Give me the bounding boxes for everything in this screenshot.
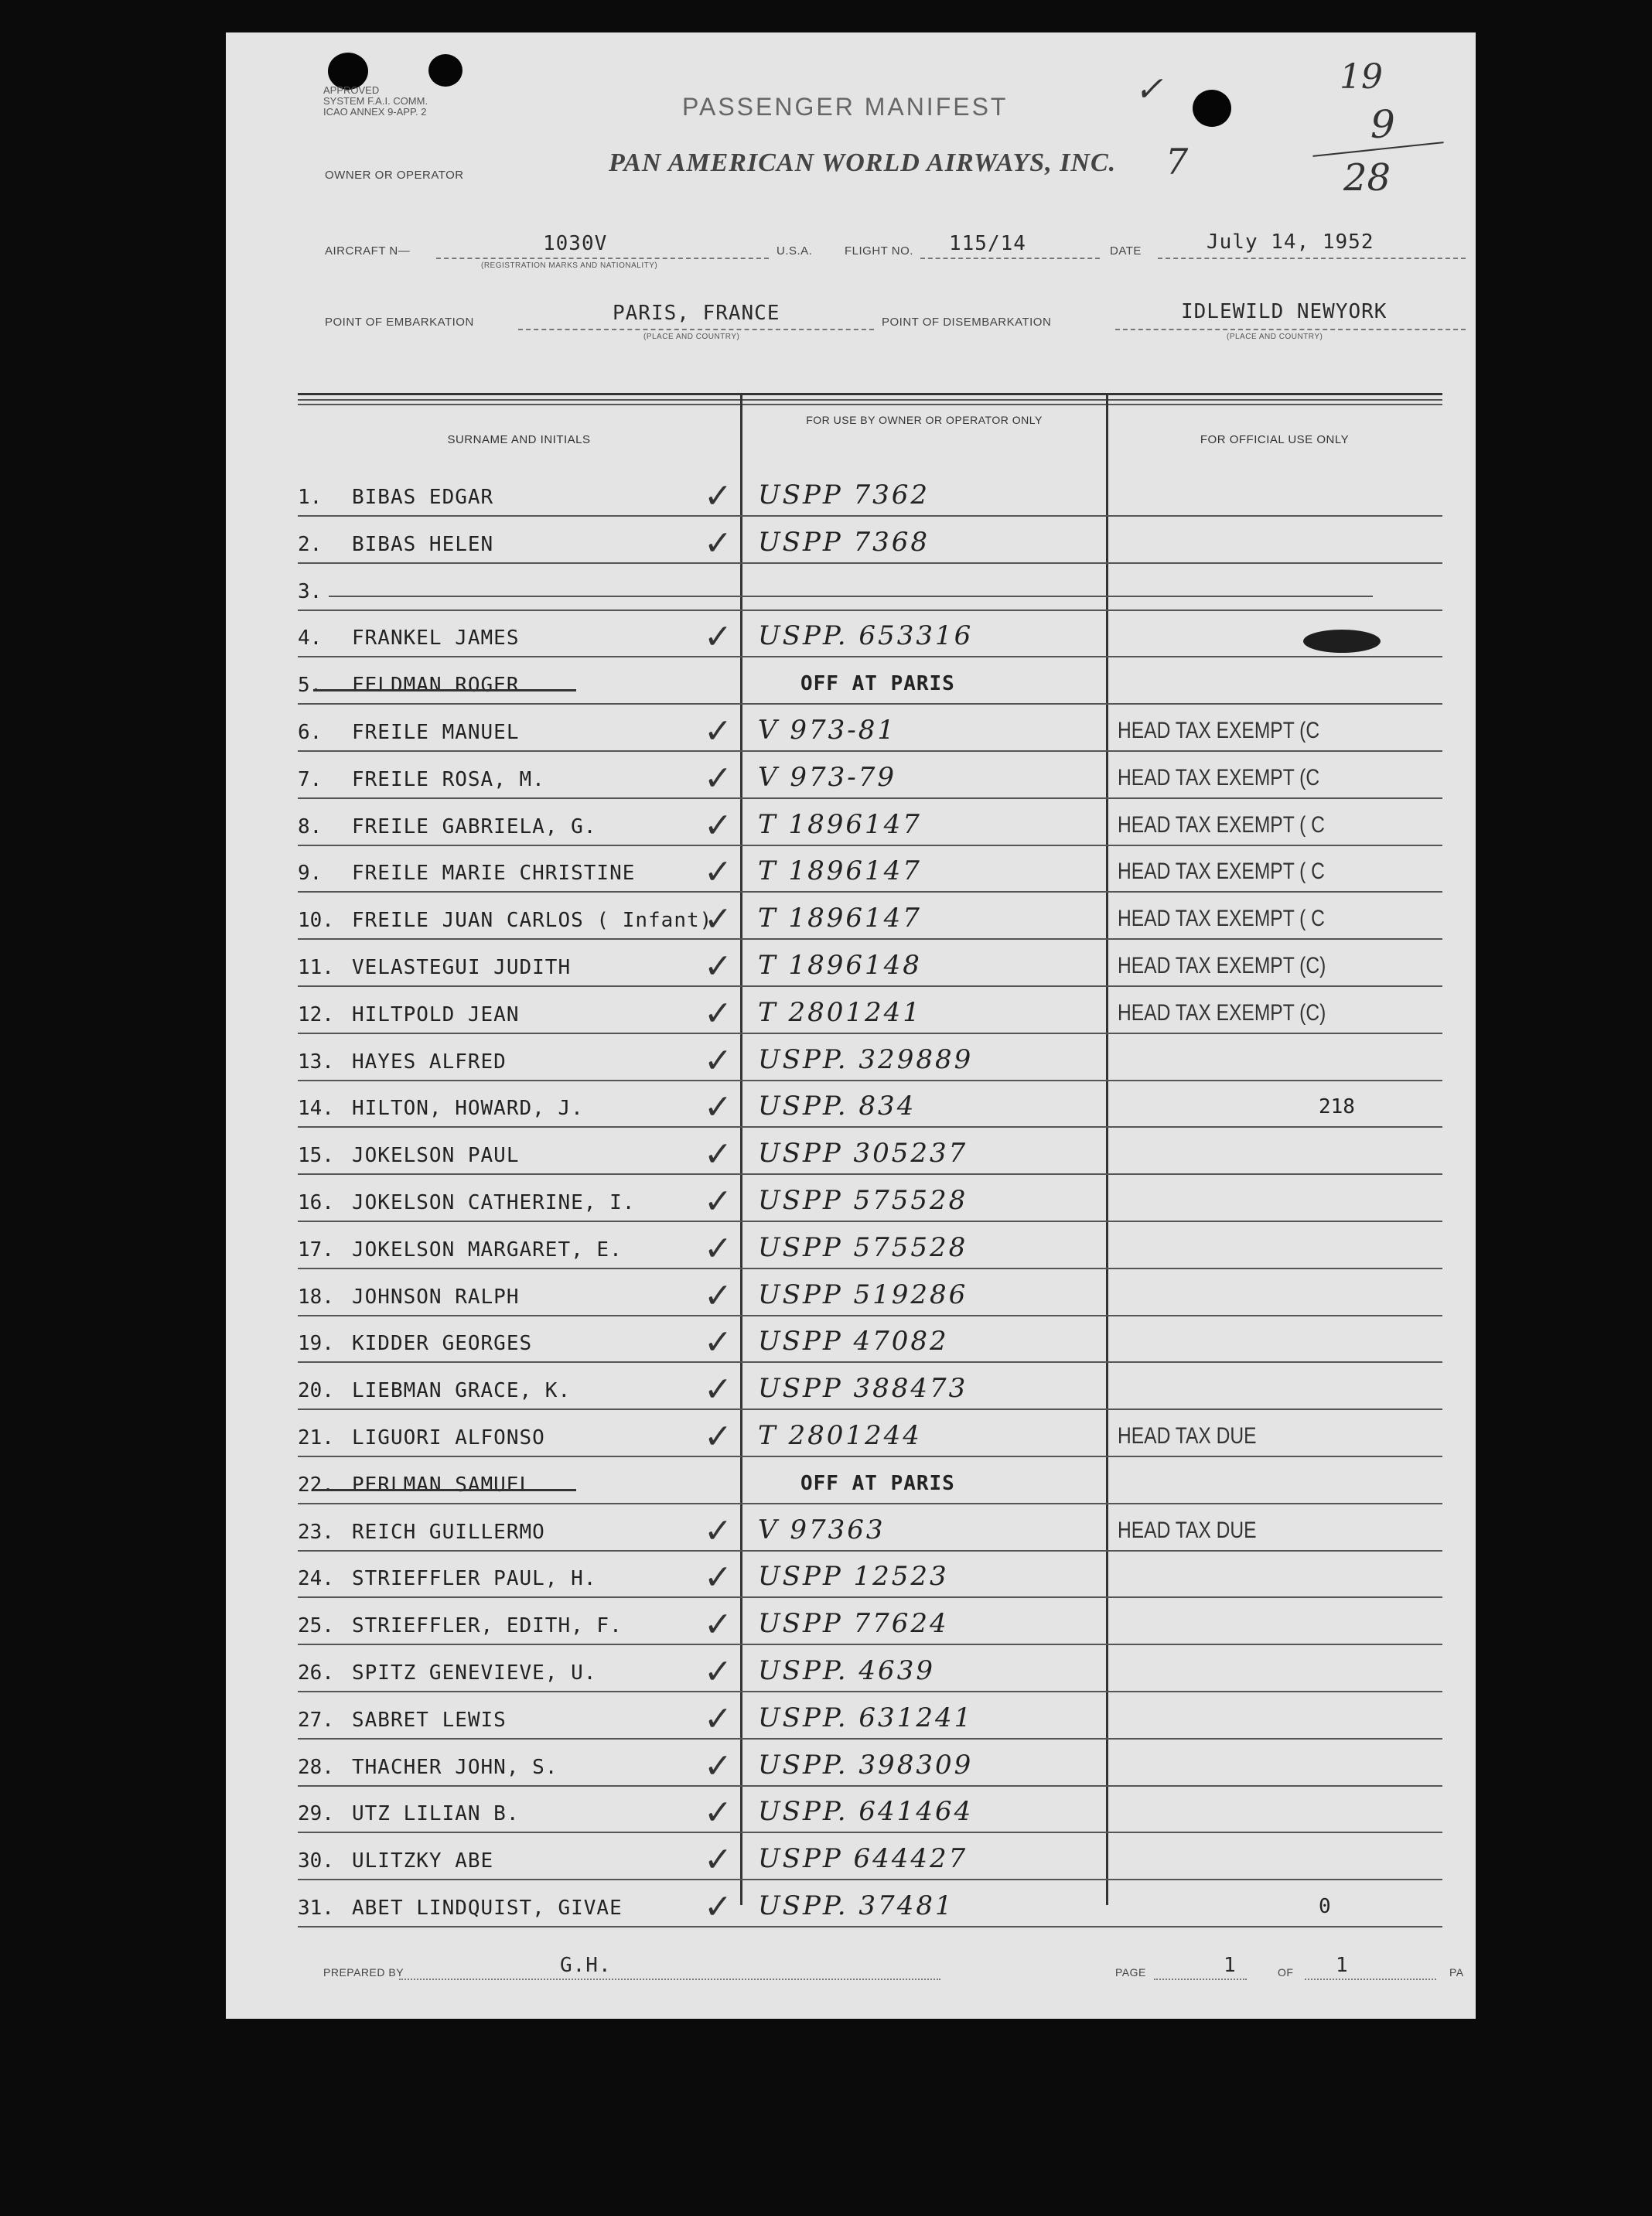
handwritten-check-mark: ✓ [1135, 70, 1163, 109]
passenger-name: STRIEFFLER PAUL, H. [352, 1567, 597, 1591]
passport-number: USPP 77624 [758, 1608, 949, 1640]
check-mark: ✓ [704, 1793, 732, 1833]
check-mark: ✓ [704, 1088, 732, 1128]
row-number: 25. [298, 1614, 334, 1638]
passenger-name: JOHNSON RALPH [352, 1285, 520, 1309]
check-mark: ✓ [704, 476, 732, 516]
passenger-name: LIEBMAN GRACE, K. [352, 1379, 572, 1403]
embarkation-sublabel: (PLACE AND COUNTRY) [643, 333, 740, 341]
usa-label: U.S.A. [777, 244, 813, 258]
passenger-name: FREILE MANUEL [352, 721, 520, 744]
passenger-name: FREILE ROSA, M. [352, 767, 545, 791]
check-mark: ✓ [704, 1275, 732, 1316]
official-note: HEAD TAX EXEMPT ( C [1118, 906, 1325, 932]
check-mark: ✓ [704, 617, 732, 657]
passenger-name: STRIEFFLER, EDITH, F. [352, 1614, 623, 1638]
table-row [298, 893, 1442, 940]
table-row [298, 705, 1442, 752]
passport-number: USPP 388473 [758, 1373, 968, 1405]
row-number: 27. [298, 1708, 334, 1732]
table-row [298, 1834, 1442, 1880]
official-code: 218 [1319, 1095, 1355, 1119]
manifest-sheet [226, 32, 1476, 2019]
passenger-table [298, 393, 1442, 1927]
check-mark: ✓ [704, 1417, 732, 1456]
page-number: 1 [1224, 1954, 1237, 1977]
row-number: 3. [298, 579, 323, 603]
column-header-owner-use: FOR USE BY OWNER OR OPERATOR ONLY [806, 414, 1043, 426]
passenger-name: JOKELSON PAUL [352, 1144, 520, 1168]
handwritten-mark: 19 [1340, 57, 1383, 97]
row-number: 22. [298, 1473, 334, 1497]
passenger-name: SPITZ GENEVIEVE, U. [352, 1661, 597, 1685]
row-number: 24. [298, 1567, 334, 1591]
official-code: 0 [1319, 1895, 1331, 1918]
row-number: 1. [298, 486, 323, 509]
disembarkation-place: IDLEWILD NEWYORK [1181, 300, 1387, 323]
handwritten-mark: 9 [1370, 102, 1395, 147]
row-number: 12. [298, 1002, 334, 1026]
table-row [298, 1693, 1442, 1740]
row-number: 18. [298, 1285, 334, 1309]
embarkation-label: POINT OF EMBARKATION [325, 316, 474, 329]
row-number: 30. [298, 1849, 334, 1873]
punch-hole [1193, 90, 1231, 127]
table-row [298, 1176, 1442, 1222]
row-number: 29. [298, 1802, 334, 1826]
passport-number: USPP. 37481 [758, 1890, 954, 1921]
document-title: PASSENGER MANIFEST [682, 93, 1009, 121]
passenger-name: JOKELSON MARGARET, E. [352, 1238, 623, 1262]
aircraft-sublabel: (REGISTRATION MARKS AND NATIONALITY) [481, 261, 658, 270]
passenger-name: PERLMAN SAMUEL [352, 1473, 533, 1497]
row-number: 9. [298, 862, 323, 886]
table-row [298, 1599, 1442, 1645]
row-number: 20. [298, 1379, 334, 1403]
approval-line: SYSTEM F.A.I. COMM. [323, 95, 428, 107]
check-mark: ✓ [704, 1840, 732, 1880]
column-header-official-use: FOR OFFICIAL USE ONLY [1200, 433, 1350, 446]
passport-number: V 973-81 [758, 715, 897, 746]
passenger-name: ABET LINDQUIST, GIVAE [352, 1897, 623, 1920]
row-number: 10. [298, 909, 334, 933]
page-total: 1 [1336, 1954, 1349, 1977]
page-label: PAGE [1115, 1966, 1146, 1979]
passport-number: T 1896147 [758, 808, 922, 840]
strike-through [313, 1489, 576, 1491]
row-number: 21. [298, 1426, 334, 1449]
check-mark: ✓ [704, 805, 732, 845]
passport-number: USPP 305237 [758, 1138, 968, 1169]
row-number: 28. [298, 1755, 334, 1779]
official-note: HEAD TAX EXEMPT ( C [1118, 859, 1325, 885]
passport-number: USPP. 4639 [758, 1655, 935, 1686]
row-number: 5. [298, 674, 323, 698]
flight-number: 115/14 [949, 232, 1026, 255]
passport-number: USPP 47082 [758, 1326, 949, 1357]
table-row [298, 1081, 1442, 1128]
table-row [298, 470, 1442, 517]
table-row [298, 846, 1442, 893]
passenger-name: VELASTEGUI JUDITH [352, 956, 572, 979]
passport-number: USPP 644427 [758, 1843, 968, 1875]
row-number: 14. [298, 1097, 334, 1121]
row-number: 26. [298, 1661, 334, 1685]
owner-label: OWNER OR OPERATOR [325, 169, 464, 182]
passport-number: T 2801241 [758, 996, 922, 1028]
check-mark: ✓ [704, 523, 732, 563]
row-number: 16. [298, 1191, 334, 1214]
disembarkation-sublabel: (PLACE AND COUNTRY) [1227, 333, 1323, 341]
disembarkation-label: POINT OF DISEMBARKATION [882, 316, 1052, 329]
passport-number: USPP. 329889 [758, 1043, 974, 1075]
column-header-surname: SURNAME AND INITIALS [447, 433, 591, 446]
passport-number: T 1896147 [758, 903, 922, 934]
passport-number: V 97363 [758, 1514, 886, 1545]
row-number: 4. [298, 627, 323, 650]
off-at-paris-note: OFF AT PARIS [800, 672, 955, 696]
table-row [298, 941, 1442, 987]
check-mark: ✓ [704, 1040, 732, 1081]
passenger-name: KIDDER GEORGES [352, 1332, 533, 1356]
passenger-name: LIGUORI ALFONSO [352, 1426, 545, 1449]
table-row [298, 988, 1442, 1034]
passport-number: USPP 575528 [758, 1185, 968, 1216]
row-number: 11. [298, 956, 334, 979]
passport-number: USPP. 834 [758, 1091, 916, 1122]
company-name: PAN AMERICAN WORLD AIRWAYS, INC. [609, 149, 1117, 177]
flight-label: FLIGHT NO. [845, 244, 913, 258]
row-number: 31. [298, 1897, 334, 1920]
table-row [298, 1458, 1442, 1504]
official-note: HEAD TAX EXEMPT (C [1118, 718, 1320, 743]
row-number: 15. [298, 1144, 334, 1168]
passport-number: USPP 575528 [758, 1231, 968, 1263]
punch-hole [428, 54, 462, 87]
passenger-name: FELDMAN ROGER [352, 674, 520, 698]
table-row [298, 1646, 1442, 1692]
table-row [298, 1881, 1442, 1927]
passport-number: USPP 7362 [758, 480, 930, 510]
table-row [298, 1364, 1442, 1410]
check-mark: ✓ [704, 1228, 732, 1268]
edge-text: PA [1449, 1966, 1464, 1979]
passport-number: USPP 7368 [758, 526, 930, 558]
passenger-name: BIBAS EDGAR [352, 486, 494, 509]
row-number: 23. [298, 1520, 334, 1544]
check-mark: ✓ [704, 1323, 732, 1363]
table-row [298, 565, 1442, 611]
table-row [298, 1270, 1442, 1316]
check-mark: ✓ [704, 712, 732, 751]
passport-number: USPP. 398309 [758, 1749, 974, 1781]
table-row [298, 1411, 1442, 1457]
approval-line: APPROVED [323, 84, 380, 96]
official-note: HEAD TAX EXEMPT (C) [1118, 953, 1326, 978]
table-row [298, 517, 1442, 564]
strike-through [313, 689, 576, 691]
passenger-name: BIBAS HELEN [352, 532, 494, 556]
row-number: 17. [298, 1238, 334, 1262]
row-number: 7. [298, 767, 323, 791]
official-note: HEAD TAX EXEMPT (C [1118, 764, 1320, 790]
row-number: 2. [298, 532, 323, 556]
check-mark: ✓ [704, 1746, 732, 1786]
passport-number: USPP 519286 [758, 1279, 968, 1310]
passenger-name: UTZ LILIAN B. [352, 1802, 520, 1826]
table-row [298, 753, 1442, 799]
check-mark: ✓ [704, 1558, 732, 1598]
check-mark: ✓ [704, 1887, 732, 1927]
flight-date: July 14, 1952 [1207, 230, 1374, 254]
passenger-name: HILTON, HOWARD, J. [352, 1097, 584, 1121]
passport-number: USPP. 653316 [758, 620, 974, 652]
date-label: DATE [1110, 244, 1142, 258]
table-row [298, 1128, 1442, 1175]
check-mark: ✓ [704, 1605, 732, 1645]
passenger-name: FREILE MARIE CHRISTINE [352, 862, 636, 886]
check-mark: ✓ [704, 758, 732, 798]
table-row [298, 1552, 1442, 1598]
row-number: 19. [298, 1332, 334, 1356]
check-mark: ✓ [704, 1370, 732, 1410]
ink-blot [1303, 630, 1381, 653]
passport-number: USPP 12523 [758, 1561, 949, 1593]
check-mark: ✓ [704, 1652, 732, 1692]
row-number: 6. [298, 721, 323, 744]
prepared-by-value: G.H. [560, 1954, 612, 1977]
passport-number: V 973-79 [758, 761, 897, 793]
table-row [298, 1505, 1442, 1552]
passenger-name: REICH GUILLERMO [352, 1520, 545, 1544]
blank-row-strike [329, 596, 1373, 597]
passenger-name: FREILE JUAN CARLOS ( Infant) [352, 909, 713, 933]
embarkation-place: PARIS, FRANCE [613, 302, 780, 325]
check-mark: ✓ [704, 900, 732, 940]
row-number: 13. [298, 1050, 334, 1074]
passenger-name: SABRET LEWIS [352, 1708, 507, 1732]
check-mark: ✓ [704, 1699, 732, 1739]
passenger-name: HAYES ALFRED [352, 1050, 507, 1074]
passport-number: T 1896147 [758, 855, 922, 887]
official-note: HEAD TAX DUE [1118, 1517, 1257, 1543]
official-note: HEAD TAX EXEMPT ( C [1118, 811, 1325, 838]
check-mark: ✓ [704, 993, 732, 1033]
official-note: HEAD TAX DUE [1118, 1423, 1257, 1449]
check-mark: ✓ [704, 852, 732, 893]
passenger-name: THACHER JOHN, S. [352, 1755, 558, 1779]
passport-number: USPP. 641464 [758, 1796, 974, 1828]
passport-number: USPP. 631241 [758, 1702, 974, 1733]
table-row [298, 658, 1442, 705]
official-note: HEAD TAX EXEMPT (C) [1118, 999, 1326, 1026]
check-mark: ✓ [704, 947, 732, 986]
check-mark: ✓ [704, 1182, 732, 1221]
aircraft-label: AIRCRAFT N— [325, 244, 411, 258]
aircraft-registration: 1030V [543, 232, 608, 255]
of-label: OF [1278, 1966, 1294, 1979]
row-number: 8. [298, 814, 323, 838]
passenger-name: ULITZKY ABE [352, 1849, 494, 1873]
table-row [298, 1740, 1442, 1787]
check-mark: ✓ [704, 1511, 732, 1551]
table-row [298, 1223, 1442, 1269]
approval-line: ICAO ANNEX 9-APP. 2 [323, 106, 427, 118]
passenger-name: FREILE GABRIELA, G. [352, 814, 597, 838]
table-row [298, 1035, 1442, 1081]
handwritten-mark: 28 [1343, 156, 1391, 200]
handwritten-mark: 7 [1166, 141, 1189, 183]
off-at-paris-note: OFF AT PARIS [800, 1471, 955, 1495]
manifest-footer [226, 1951, 1476, 1997]
passenger-name: JOKELSON CATHERINE, I. [352, 1191, 636, 1214]
table-row [298, 1316, 1442, 1363]
table-row [298, 611, 1442, 657]
passenger-name: HILTPOLD JEAN [352, 1002, 520, 1026]
passport-number: T 1896148 [758, 950, 922, 981]
table-row [298, 1787, 1442, 1833]
passport-number: T 2801244 [758, 1420, 922, 1451]
table-row [298, 800, 1442, 846]
prepared-by-label: PREPARED BY [323, 1966, 404, 1979]
check-mark: ✓ [704, 1135, 732, 1175]
passenger-name: FRANKEL JAMES [352, 627, 520, 650]
